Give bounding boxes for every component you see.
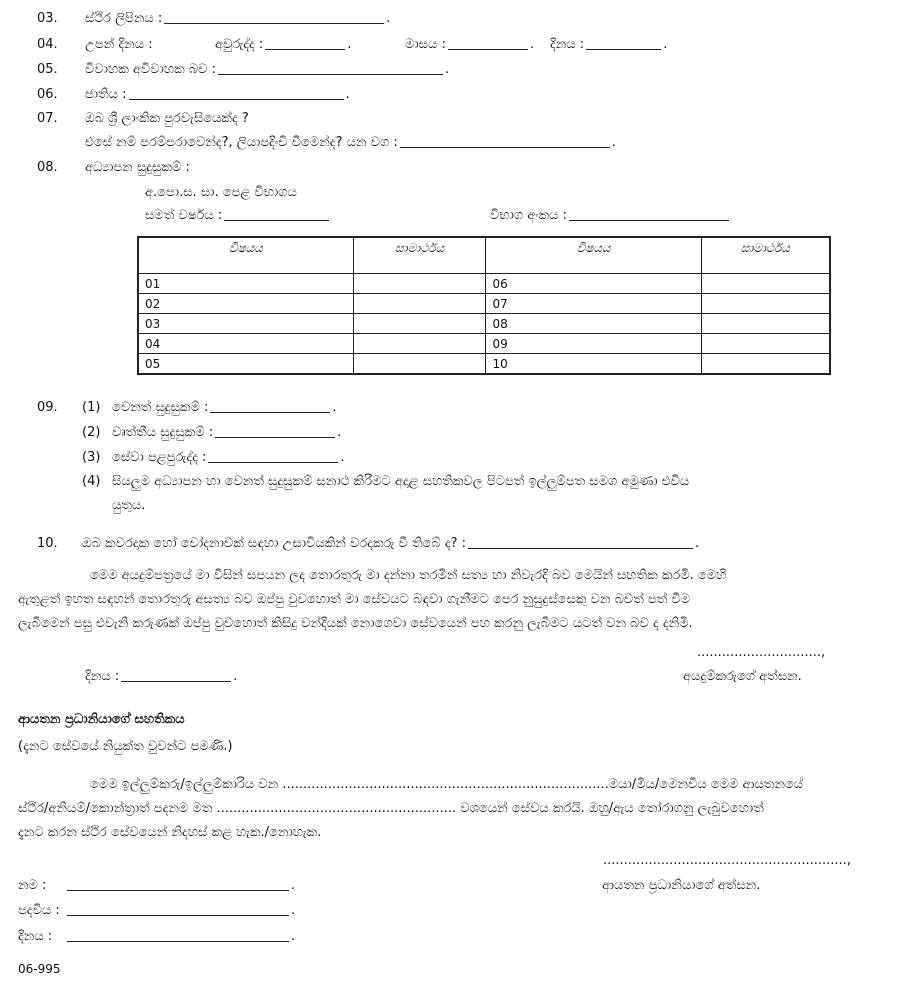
grades-header-row [138, 237, 830, 274]
grade-cell[interactable] [353, 294, 486, 314]
head-date-label: දිනය : [18, 929, 53, 944]
birth-month-label: මාසය : [405, 37, 446, 52]
subject-number: 01 [138, 274, 353, 294]
table-row [138, 294, 830, 314]
prof-qual-row: වෘත්තීය සුදුසුකම් : . [112, 425, 342, 440]
birth-month-field[interactable] [448, 39, 528, 50]
birth-year-field[interactable] [265, 39, 345, 50]
table-row [138, 314, 830, 334]
permanent-address-field[interactable] [164, 13, 384, 24]
head-name-label: නම : [18, 878, 47, 893]
citizenship-question: ඔබ ශ්‍රී ලාංකික පුරවැසියෙක්ද ? [85, 111, 249, 126]
declaration-date-row: දිනය : . [85, 669, 238, 684]
item-05-number: 05. [37, 62, 58, 77]
other-qual-label: වෙනත් සුදුසුකම් : [112, 400, 209, 415]
experience-field[interactable] [208, 452, 338, 463]
grade-cell[interactable] [701, 354, 830, 375]
marital-status-label: විවාහක අවිවාහක බව : [85, 62, 216, 77]
citizenship-type-row: එසේ නම් පරම්පරාවෙන්ද?, ලියාපදිංචි වීමෙන්ද? යන වග : . [85, 135, 616, 150]
attach-note-line1: සියලුම අධ්‍යාපන හා වෙනත් සුදුසුකම් සනාථ කිරීමට අදාළ සහතිකවල පිටපත් ඉල්ලුම්පත සමග අමුණා එවිය [112, 474, 690, 489]
citizenship-type-field[interactable] [400, 137, 610, 148]
head-name-row: . [65, 878, 295, 894]
declaration-line3: ලැබීමෙන් පසු එවැනි කරුණක් ඔප්පු වුවහොත් කිසිදු වන්දියක් නොගෙවා සේවයෙන් පහ කරනු ලැබීමට යටත් වන බව ද දනිමි. [18, 616, 693, 631]
conviction-row: ඔබ කවරදාක හෝ චෝදනාවක් සඳහා උසාවියකින් වරදකරු වී තිබේ ද? : . [82, 536, 700, 551]
declaration-date-label: දිනය : [85, 669, 120, 684]
table-row [138, 334, 830, 354]
cert-line1-b: මයා/මිය/මෙනවිය මෙම ආයතනයේ [608, 777, 804, 792]
item-10-number: 10. [37, 536, 58, 551]
index-number-row [490, 208, 731, 224]
birth-day-row: දිනය : . [550, 37, 668, 52]
item-04-number: 04. [37, 37, 58, 52]
prof-qual-field[interactable] [215, 427, 335, 438]
pass-year-row [145, 208, 331, 224]
birth-day-label: දිනය : [550, 37, 585, 52]
subject-header: විෂයය [486, 237, 701, 274]
prof-qual-label: වෘත්තීය සුදුසුකම් : [112, 425, 214, 440]
cert-line1-a: මෙම ඉල්ලුම්කරු/ඉල්ලුම්කාරිය වන [90, 777, 279, 792]
grade-header: සාමාර්ථය [353, 237, 486, 274]
index-number-label: විභාග අංකය : [490, 208, 568, 223]
item-08-number: 08. [37, 160, 58, 175]
nationality-row: ජාතිය : . [85, 87, 350, 102]
conviction-field[interactable] [468, 538, 693, 549]
item-06-number: 06. [37, 87, 58, 102]
subject-number: 07 [486, 294, 701, 314]
head-post-row: . [65, 903, 295, 919]
attach-note-number: (4) [82, 474, 101, 489]
experience-number: (3) [82, 450, 101, 465]
subject-number: 06 [486, 274, 701, 294]
birth-year-row: අවුරුද්ද : . [215, 37, 352, 52]
head-name-field[interactable] [67, 880, 289, 891]
head-date-row: . [65, 929, 295, 945]
grade-header: සාමාර්ථය [701, 237, 830, 274]
pass-year-field[interactable] [224, 210, 329, 221]
service-type-field[interactable]: .......................................................... [216, 801, 457, 816]
experience-label: සේවා පළපුරුද්ද : [112, 450, 207, 465]
experience-row: සේවා පළපුරුද්ද : . [112, 450, 345, 465]
attach-note-line2: යුතුය. [112, 498, 146, 513]
declaration-line2: ඇතුළත් ඉහත සඳහන් තොරතුරු අසත්‍ය බව ඔප්පු වුවහොත් මා සේවයට බඳවා ගැනීමට පෙර නුසුදුස්සෙකු වන බවත් පත් වීම [18, 592, 691, 607]
other-qual-row: වෙනත් සුදුසුකම් : . [112, 400, 337, 415]
head-post-label: පදවිය : [18, 903, 60, 918]
item-09-number: 09. [37, 400, 58, 415]
applicant-signature-field[interactable]: .............................., [697, 645, 826, 660]
head-signature-field[interactable]: ..........................................................., [603, 853, 851, 868]
declaration-date-field[interactable] [121, 671, 231, 682]
table-row [138, 354, 830, 375]
grade-cell[interactable] [353, 314, 486, 334]
grades-table [137, 236, 831, 375]
birth-month-row: මාසය : . [405, 37, 534, 52]
prof-qual-number: (2) [82, 425, 101, 440]
subject-number: 10 [486, 354, 701, 375]
item-03-number: 03. [37, 11, 58, 26]
head-post-field[interactable] [67, 905, 289, 916]
certificate-note: (දැනට සේවයේ නියුක්ත වුවන්ට පමණි.) [18, 739, 233, 754]
applicant-name-field[interactable]: ............................................................................... [282, 777, 609, 792]
applicant-signature-label: අයදුම්කරුගේ අත්සන. [683, 669, 802, 684]
table-row [138, 274, 830, 294]
grade-cell[interactable] [701, 274, 830, 294]
declaration-line1: මෙම අයදුම්පත්‍රයේ මා විසින් සපයන ලද තොරතුරු මා දන්නා තරමින් සත්‍ය හා නිවැරදි බව මෙයින් සහතික කරමි. මෙහි [90, 568, 727, 583]
subject-header: විෂයය [138, 237, 353, 274]
cert-line2-a: ස්ථිර/අනියම්/කොන්ත්‍රාත් පදනම මත [18, 801, 213, 816]
permanent-address-label: ස්ථිර ලිපිනය : [85, 11, 163, 26]
subject-number: 03 [138, 314, 353, 334]
ol-exam-label: අ.පො.ස. සා. පෙළ විභාගය [145, 185, 297, 200]
cert-line2 [18, 801, 764, 817]
grade-cell[interactable] [701, 294, 830, 314]
birth-year-label: අවුරුද්ද : [215, 37, 264, 52]
birth-date-label: උපන් දිනය : [85, 37, 153, 52]
other-qual-field[interactable] [210, 402, 330, 413]
marital-status-field[interactable] [218, 64, 443, 75]
grade-cell[interactable] [353, 334, 486, 354]
subject-number: 09 [486, 334, 701, 354]
grade-cell[interactable] [701, 314, 830, 334]
other-qual-number: (1) [82, 400, 101, 415]
certificate-title: ආයතන ප්‍රධානියාගේ සහතිකය [18, 712, 185, 727]
citizenship-type-label: එසේ නම් පරම්පරාවෙන්ද?, ලියාපදිංචි වීමෙන්ද? යන වග : [85, 135, 398, 150]
footer-code: 06-995 [18, 962, 61, 976]
birth-day-field[interactable] [586, 39, 661, 50]
subject-number: 05 [138, 354, 353, 375]
index-number-field[interactable] [569, 210, 729, 221]
nationality-label: ජාතිය : [85, 87, 127, 102]
subject-number: 04 [138, 334, 353, 354]
permanent-address-row: ස්ථිර ලිපිනය : . [85, 11, 391, 26]
cert-line3: දැනට කරන ස්ථිර සේවයෙන් නිදහස් කළ හැක./නොහැක. [18, 825, 322, 840]
pass-year-label: සමත් වර්ෂය : [145, 208, 223, 223]
grade-cell[interactable] [353, 274, 486, 294]
nationality-field[interactable] [129, 89, 344, 100]
cert-line2-b: වශයෙන් සේවය කරයි. ඔහු/ඇය තෝරාගනු ලැබුවහොත් [460, 801, 764, 816]
marital-status-row: විවාහක අවිවාහක බව : . [85, 62, 450, 77]
subject-number: 08 [486, 314, 701, 334]
conviction-label: ඔබ කවරදාක හෝ චෝදනාවක් සඳහා උසාවියකින් වරදකරු වී තිබේ ද? : [82, 536, 467, 551]
cert-line1 [90, 777, 803, 793]
head-signature-label: ආයතන ප්‍රධානියාගේ අත්සන. [602, 878, 761, 893]
grade-cell[interactable] [353, 354, 486, 375]
subject-number: 02 [138, 294, 353, 314]
grade-cell[interactable] [701, 334, 830, 354]
item-07-number: 07. [37, 111, 58, 126]
head-date-field[interactable] [67, 931, 289, 942]
education-label: අධ්‍යාපන සුදුසුකම් : [85, 160, 190, 175]
